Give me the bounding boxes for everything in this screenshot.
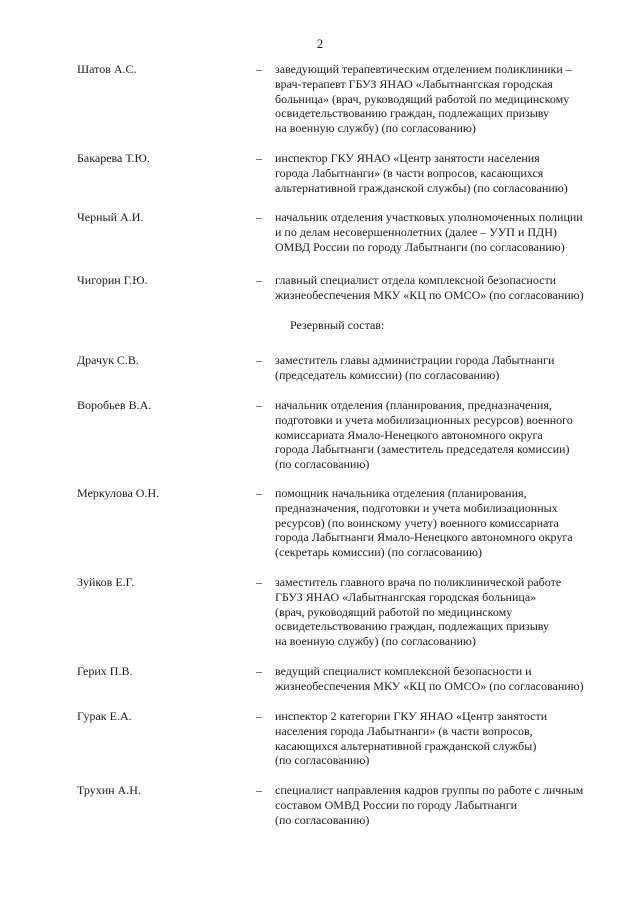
member-dash: – — [256, 783, 262, 797]
member-name: Чигорин Г.Ю. — [77, 273, 148, 287]
member-description: главный специалист отдела комплексной безопасности жизнеобеспечения МКУ «КЦ по ОМСО» (по согласованию) — [275, 273, 584, 302]
member-name: Шатов А.С. — [77, 62, 137, 76]
member-dash: – — [256, 353, 262, 367]
member-dash: – — [256, 486, 262, 500]
member-name: Меркулова О.Н. — [77, 486, 160, 500]
member-name: Герих П.В. — [77, 664, 133, 678]
member-dash: – — [256, 151, 262, 165]
reserve-heading: Резервный состав: — [290, 318, 385, 332]
member-name: Зуйков Е.Г. — [77, 575, 135, 589]
member-name: Бакарева Т.Ю. — [77, 151, 150, 165]
member-dash: – — [256, 709, 262, 723]
member-name: Гурак Е.А. — [77, 709, 132, 723]
member-name: Драчук С.В. — [77, 353, 139, 367]
member-name: Трухин А.Н. — [77, 783, 141, 797]
page-number: 2 — [316, 36, 324, 51]
member-dash: – — [256, 398, 262, 412]
member-description: помощник начальника отделения (планирования, предназначения, подготовки и учета мобилизационных ресурсов) (по воинскому учету) военного комиссариата города Лабытнанги Ямало-Ненецкого автономного округа (секретарь комиссии) (по согласованию) — [275, 486, 573, 560]
member-description: заместитель главного врача по поликлинической работе ГБУЗ ЯНАО «Лабытнангская городская больница» (врач, руководящий работой по медицинскому освидетельствованию граждан, подлежащих призыву на военную службу) (по согласованию) — [275, 575, 562, 649]
member-description: инспектор 2 категории ГКУ ЯНАО «Центр занятости населения города Лабытнанги» (в части вопросов, касающихся альтернативной гражданской службы) (по согласованию) — [275, 709, 548, 768]
member-description: заведующий терапевтическим отделением поликлиники – врач-терапевт ГБУЗ ЯНАО «Лабытнангская городская больница» (врач, руководящий работой по медицинскому освидетельствованию граждан, подлежащих призыву на военную службу) (по согласованию) — [275, 62, 572, 136]
member-description: начальник отделения (планирования, предназначения, подготовки и учета мобилизационных ресурсов) военного комиссариата Ямало-Ненецкого автономного округа города Лабытнанги (заместитель председателя комиссии) (по согласованию) — [275, 398, 573, 472]
member-description: ведущий специалист комплексной безопасности и жизнеобеспечения МКУ «КЦ по ОМСО» (по согласованию) — [275, 664, 584, 693]
member-dash: – — [256, 62, 262, 76]
member-description: инспектор ГКУ ЯНАО «Центр занятости населения города Лабытнанги» (в части вопросов, касающихся альтернативной гражданской службы) (по согласованию) — [275, 151, 568, 195]
member-name: Черный А.И. — [77, 210, 144, 224]
member-description: специалист направления кадров группы по работе с личным составом ОМВД России по городу Лабытнанги (по согласованию) — [275, 783, 584, 827]
member-dash: – — [256, 273, 262, 287]
member-description: начальник отделения участковых уполномоченных полиции и по делам несовершеннолетних (далее – УУП и ПДН) ОМВД России по городу Лабытнанги (по согласованию) — [275, 210, 583, 254]
member-name: Воробьев В.А. — [77, 398, 152, 412]
member-description: заместитель главы администрации города Лабытнанги (председатель комиссии) (по согласованию) — [275, 353, 555, 382]
member-dash: – — [256, 210, 262, 224]
member-dash: – — [256, 664, 262, 678]
member-dash: – — [256, 575, 262, 589]
